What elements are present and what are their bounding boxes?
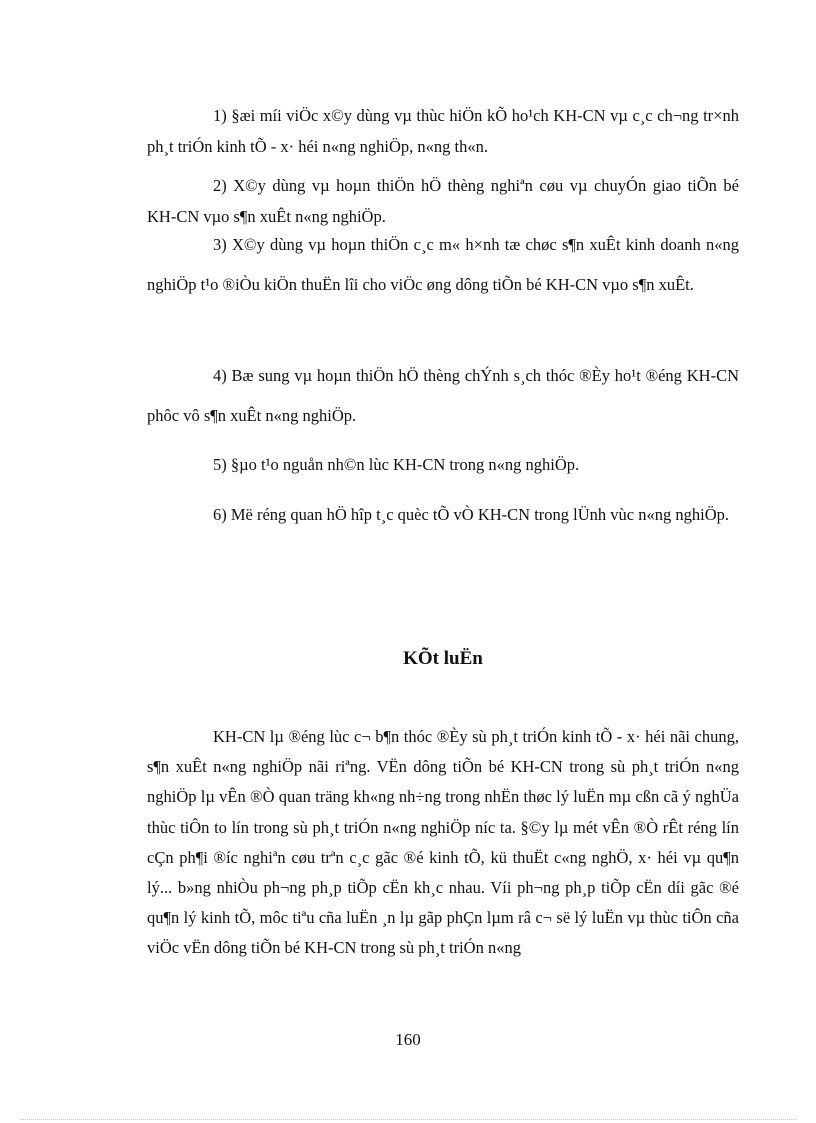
list-item-4: 4) Bæ sung vµ hoµn thiÖn hÖ thèng chÝnh s¸ch thóc ®Èy ho¹t ®éng KH-CN phôc vô s¶n xuÊt n«ng nghiÖp. (147, 366, 739, 425)
section-heading: KÕt luËn (403, 648, 483, 669)
page-number: 160 (395, 1030, 421, 1049)
list-item-2: 2) X©y dùng vµ hoµn thiÖn hÖ thèng nghiªn cøu vµ chuyÓn giao tiÕn bé KH-CN vµo s¶n xuÊt n«ng nghiÖp. (147, 176, 739, 226)
page-bottom-divider (20, 1119, 796, 1120)
list-item-5: 5) §µo t¹o nguån nh©n lùc KH-CN trong n«ng nghiÖp. (213, 455, 580, 474)
list-item-1: 1) §æi míi viÖc x©y dùng vµ thùc hiÖn kÕ ho¹ch KH-CN vµ c¸c ch¬ng tr×nh ph¸t triÓn kinh tÕ - x· héi n«ng nghiÖp, n«ng th«n. (147, 106, 739, 156)
list-item-3: 3) X©y dùng vµ hoµn thiÖn c¸c m« h×nh tæ chøc s¶n xuÊt kinh doanh n«ng nghiÖp t¹o ®iÒu kiÖn thuËn lîi cho viÖc øng dông tiÕn bé KH-CN vµo s¶n xuÊt. (147, 235, 739, 294)
conclusion-paragraph: KH-CN lµ ®éng lùc c¬ b¶n thóc ®Èy sù ph¸t triÓn kinh tÕ - x· héi nãi chung, s¶n xuÊt n«ng nghiÖp nãi riªng. VËn dông tiÕn bé KH-CN trong sù ph¸t triÓn n«ng nghiÖp lµ vÊn ®Ò quan träng kh«ng nh÷ng trong nhËn thøc lý luËn mµ cßn cã ý nghÜa thùc tiÔn to lín trong sù ph¸t triÓn n«ng nghiÖp níc ta. §©y lµ mét vÊn ®Ò rÊt réng lín cÇn ph¶i ®íc nghiªn cøu trªn c¸c gãc ®é kinh tÕ, kü thuËt c«ng nghÖ, x· héi vµ qu¶n lý... b»ng nhiÒu ph¬ng ph¸p tiÕp cËn kh¸c nhau. Víi ph¬ng ph¸p tiÕp cËn díi gãc ®é qu¶n lý kinh tÕ, môc tiªu cña luËn ¸n lµ gãp phÇn lµm râ c¬ së lý luËn vµ thùc tiÔn cña viÖc vËn dông tiÕn bé KH-CN trong sù ph¸t triÓn n«ng (147, 727, 739, 958)
list-item-6: 6) Më réng quan hÖ hîp t¸c quèc tÕ vÒ KH-CN trong lÜnh vùc n«ng nghiÖp. (213, 505, 729, 524)
